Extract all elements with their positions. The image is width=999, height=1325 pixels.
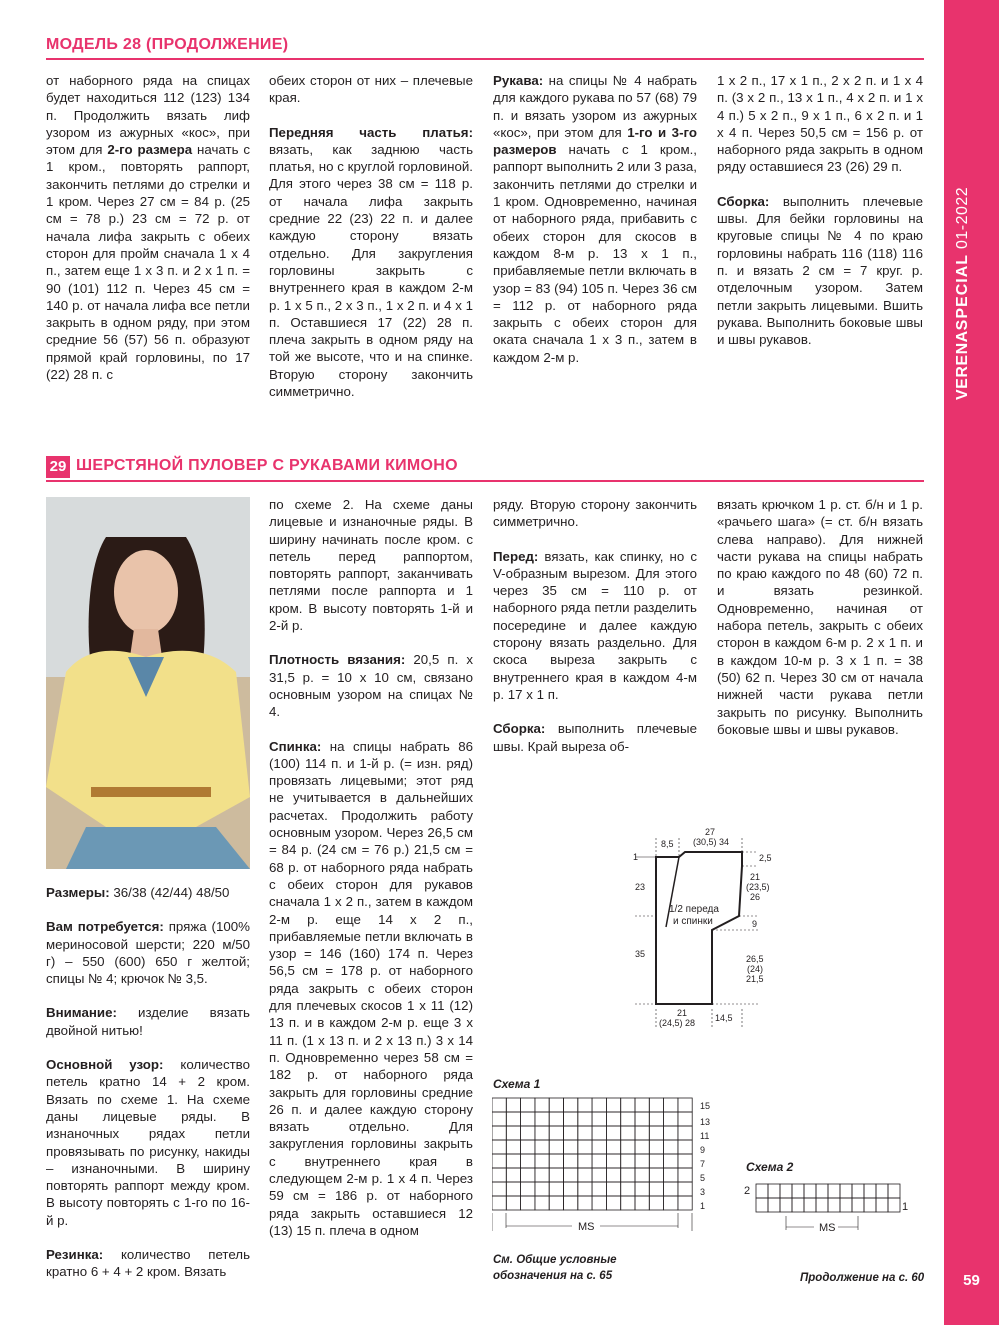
scheme1-row-11: 11 [700,1131,710,1141]
scheme1-row-5: 5 [700,1173,706,1183]
dim-right-upper-last: 26 [750,892,761,902]
dim-top-width: 27 [705,827,716,837]
m28-column-1: от наборного ряда на спицах будет находиться 112 (123) 134 п. Продолжить вязать лиф узором из ажурных «кос», при этом для 2-го размера начать с 1 кром., повторять раппорт, закончить петлями до стрелки и 1 кром. Через 27 см = 84 р. (25 см = 78 р.) 23 см = 72 р. от начала лифа закрыть с обеих сторон для пройм сначала 1 х 4 п., затем еще 1 х 3 п. и 2 х 1 п. = 90 (101) 112 п. Через 45 см = 140 р. от начала лифа все петли закрыть в одном ряду, при этом средние 56 (57) 56 п. образуют прямой край горловины, по 17 (22) 28 п. с [46,73,250,383]
dim-bottom: 21 [677,1008,688,1018]
dim-right-upper: 21 [750,872,761,882]
dim-bottom-right: 14,5 [715,1013,733,1023]
section-title-29: ШЕРСТЯНОЙ ПУЛОВЕР С РУКАВАМИ КИМОНО [76,457,458,474]
dim-right-upper-sizes: (23,5) [746,882,770,892]
dim-mark-1: 1 [633,852,639,862]
dim-right-lower-last: 21,5 [746,974,764,984]
model-photo [46,497,250,869]
dim-neck: 8,5 [661,839,674,849]
scheme1-title: Схема 1 [493,1077,541,1091]
scheme2-row-1: 1 [902,1201,909,1213]
dim-left-upper: 23 [635,882,646,892]
dim-shoulder: 2,5 [759,853,772,863]
scheme1-row-13: 13 [700,1117,711,1127]
diagram-label-2: и спинки [673,916,713,927]
scheme1-ms: MS [578,1221,595,1233]
section-title-28: МОДЕЛЬ 28 (ПРОДОЛЖЕНИЕ) [46,36,289,53]
m28-column-4: 1 х 2 п., 17 х 1 п., 2 х 2 п. и 1 х 4 п. (3 х 2 п., 13 х 1 п., 4 х 2 п. и 1 х 4 п.) 5 х 2 п., 9 х 1 п., 6 х 2 п. и 1 х 4 п. Через 50,5 см = 156 р. от наборного ряда закрыть в одном ряду оставшиеся 23 (26) 29 п. Сборка: выполнить плечевые швы. Для бейки горловины на круговые спицы № 4 по краю горловины набрать 116 (118) 116 п. и вязать 2 см = 7 круг. р. отделочным узором. Затем петли закрыть лицевыми. Вшить рукава. Выполнить боковые швы и швы рукавов. [717,73,923,348]
scheme2-row-2: 2 [744,1185,751,1197]
scheme2-grid [742,1180,914,1236]
dim-right-lower: 26,5 [746,954,764,964]
dim-left-lower: 35 [635,949,646,959]
page-number: 59 [963,1272,980,1289]
m29-column-3: ряду. Вторую сторону закончить симметрично. Перед: вязать, как спинку, но с V-образным вырезом. Для этого через 35 см = 110 р. от наборного ряда петли разделить посередине и далее каждую сторону вязать раздельно. Для скоса выреза закрыть с внутреннего края в каждом 4-м р. 17 х 1 п. Сборка: выполнить плечевые швы. Край выреза об- [493,497,697,754]
scheme1-row-15: 15 [700,1101,711,1111]
scheme1-row-3: 3 [700,1187,706,1197]
dim-right-mid: 9 [752,919,758,929]
scheme1-row-7: 7 [700,1159,706,1169]
continued-note: Продолжение на с. 60 [800,1272,925,1284]
dim-right-lower-sizes: (24) [747,964,764,974]
model-number-badge: 29 [46,456,70,478]
scheme1-grid [492,1096,724,1236]
m28-column-2: обеих сторон от них – плечевые края. Передняя часть платья: вязать, как заднюю часть платья, но с круглой горловиной. Для этого через 38 см = 118 р. от начала лифа закрыть средние 22 (23) 22 п. и далее каждую сторону вязать отдельно. Для закругления горловины закрыть с внутреннего края в каждом 2-м р. 1 х 5 п., 2 х 3 п., 1 х 2 п. и 4 х 1 п. Оставшиеся 17 (22) 28 п. плеча закрыть в одном ряду на той же высоте, что и на спинке. Вторую сторону закончить симметрично. [269,73,473,400]
m29-column-4: вязать крючком 1 р. ст. б/н и 1 р. «рачьего шага» (= ст. б/н вязать слева направо). Для нижней части рукава на спицы набрать по краю каждого по 48 (60) 72 п. и вязать резинкой. Одновременно, начиная от набора петель, закрыть с обеих сторон в каждом 6-м р. 2 х 1 п. и в каждом 10-м р. 3 х 1 п. = 38 (50) 62 п. Через 30 см от начала нижней части рукава петли закрыть по рисунку. Выполнить боковые швы и швы рукавов. [717,497,923,737]
pattern-diagram [625,824,785,1034]
m29-column-1: Размеры: 36/38 (42/44) 48/50 Вам потребуется: пряжа (100% мериносовой шерсти; 220 м/50 г) – 550 (600) 650 г желтой; спицы № 4; крючок № 3,5. Внимание: изделие вязать двойной нитью! Основной узор: количество петель кратно 14 + 2 кром. Вязать по схеме 1. На схеме даны лицевые ряды. В изнаночных рядах петли провязывать по рисунку, накиды – изнаночными. В ширину повторять раппорт между кром. В высоту повторять с 1-го по 16-й р. Резинка: количество петель кратно 6 + 4 + 2 кром. Вязать [46,885,250,1280]
scheme2-ms: MS [819,1222,836,1234]
scheme1-row-1: 1 [700,1201,706,1211]
dim-bottom-sizes: (24,5) 28 [659,1018,696,1028]
title-rule [46,58,924,60]
scheme1-row-9: 9 [700,1145,706,1155]
see-note: См. Общие условные обозначения на с. 65 [493,1254,617,1282]
magazine-title: VERENASPECIAL 01-2022 [954,186,971,400]
diagram-label-1: 1/2 переда [669,904,719,915]
m29-column-2: по схеме 2. На схеме даны лицевые и изнаночные ряды. В ширину начинать после кром. с петель перед раппортом, повторять раппорт, заканчивать петлями после раппорта и 1 кром. В высоту повторять 1-й и 2-й р. Плотность вязания: 20,5 п. х 31,5 р. = 10 х 10 см, связано основным узором на спицах № 4. Спинка: на спицы набрать 86 (100) 114 п. и 1-й р. (= изн. ряд) провязать лицевыми; этот ряд не учитывается в дальнейших расчетах. Продолжить работу основным узором. Через 26,5 см = 84 р. (24 см = 76 р.) 21,5 см = 68 р. от наборного ряда набрать с обеих сторон для рукавов сначала 1 х 2 п., затем в каждом 2-м р. еще 14 х 2 п., прибавляемые петли включать в узор = 146 (160) 174 п. Через 56,5 см = 178 р. от наборного ряда закрыть с обеих сторон для плечевых скосов 1 х 11 (12) 13 п. и в каждом 2-м р. еще 3 х 11 п. (1 х 13 п. и 2 х 13 п.) 3 х 14 п. Одновременно через 58 см = 182 р. от наборного ряда закрыть для горловины средние 26 п. и далее каждую сторону вязать отдельно. Для закругления горловины закрыть с внутреннего края в следующем 2-м р. 1 х 4 п. Через 59 см = 186 р. от наборного ряда закрыть оставшиеся 12 (13) 15 п. плеча в одном [269,497,474,1238]
scheme2-title: Схема 2 [746,1160,794,1174]
dim-top-width-sizes: (30,5) 34 [693,837,730,847]
title-rule-29 [46,480,924,482]
m28-column-3: Рукава: на спицы № 4 набрать для каждого рукава по 57 (68) 79 п. и вязать узором из ажурных «кос», при этом для 1-го и 3-го размеров начать с 1 кром., раппорт выполнить 2 или 3 раза, закончить петлями до стрелки и 1 кром. Одновременно, начиная от наборного ряда, прибавить с обеих сторон для скосов в каждом 8-м р. 13 х 1 п., прибавляемые петли включать в узор = 83 (94) 105 п. Через 36 см = 112 р. от наборного ряда закрыть с обеих сторон для оката сначала 1 х 3 п., затем в каждом 2-м р. [493,73,697,365]
